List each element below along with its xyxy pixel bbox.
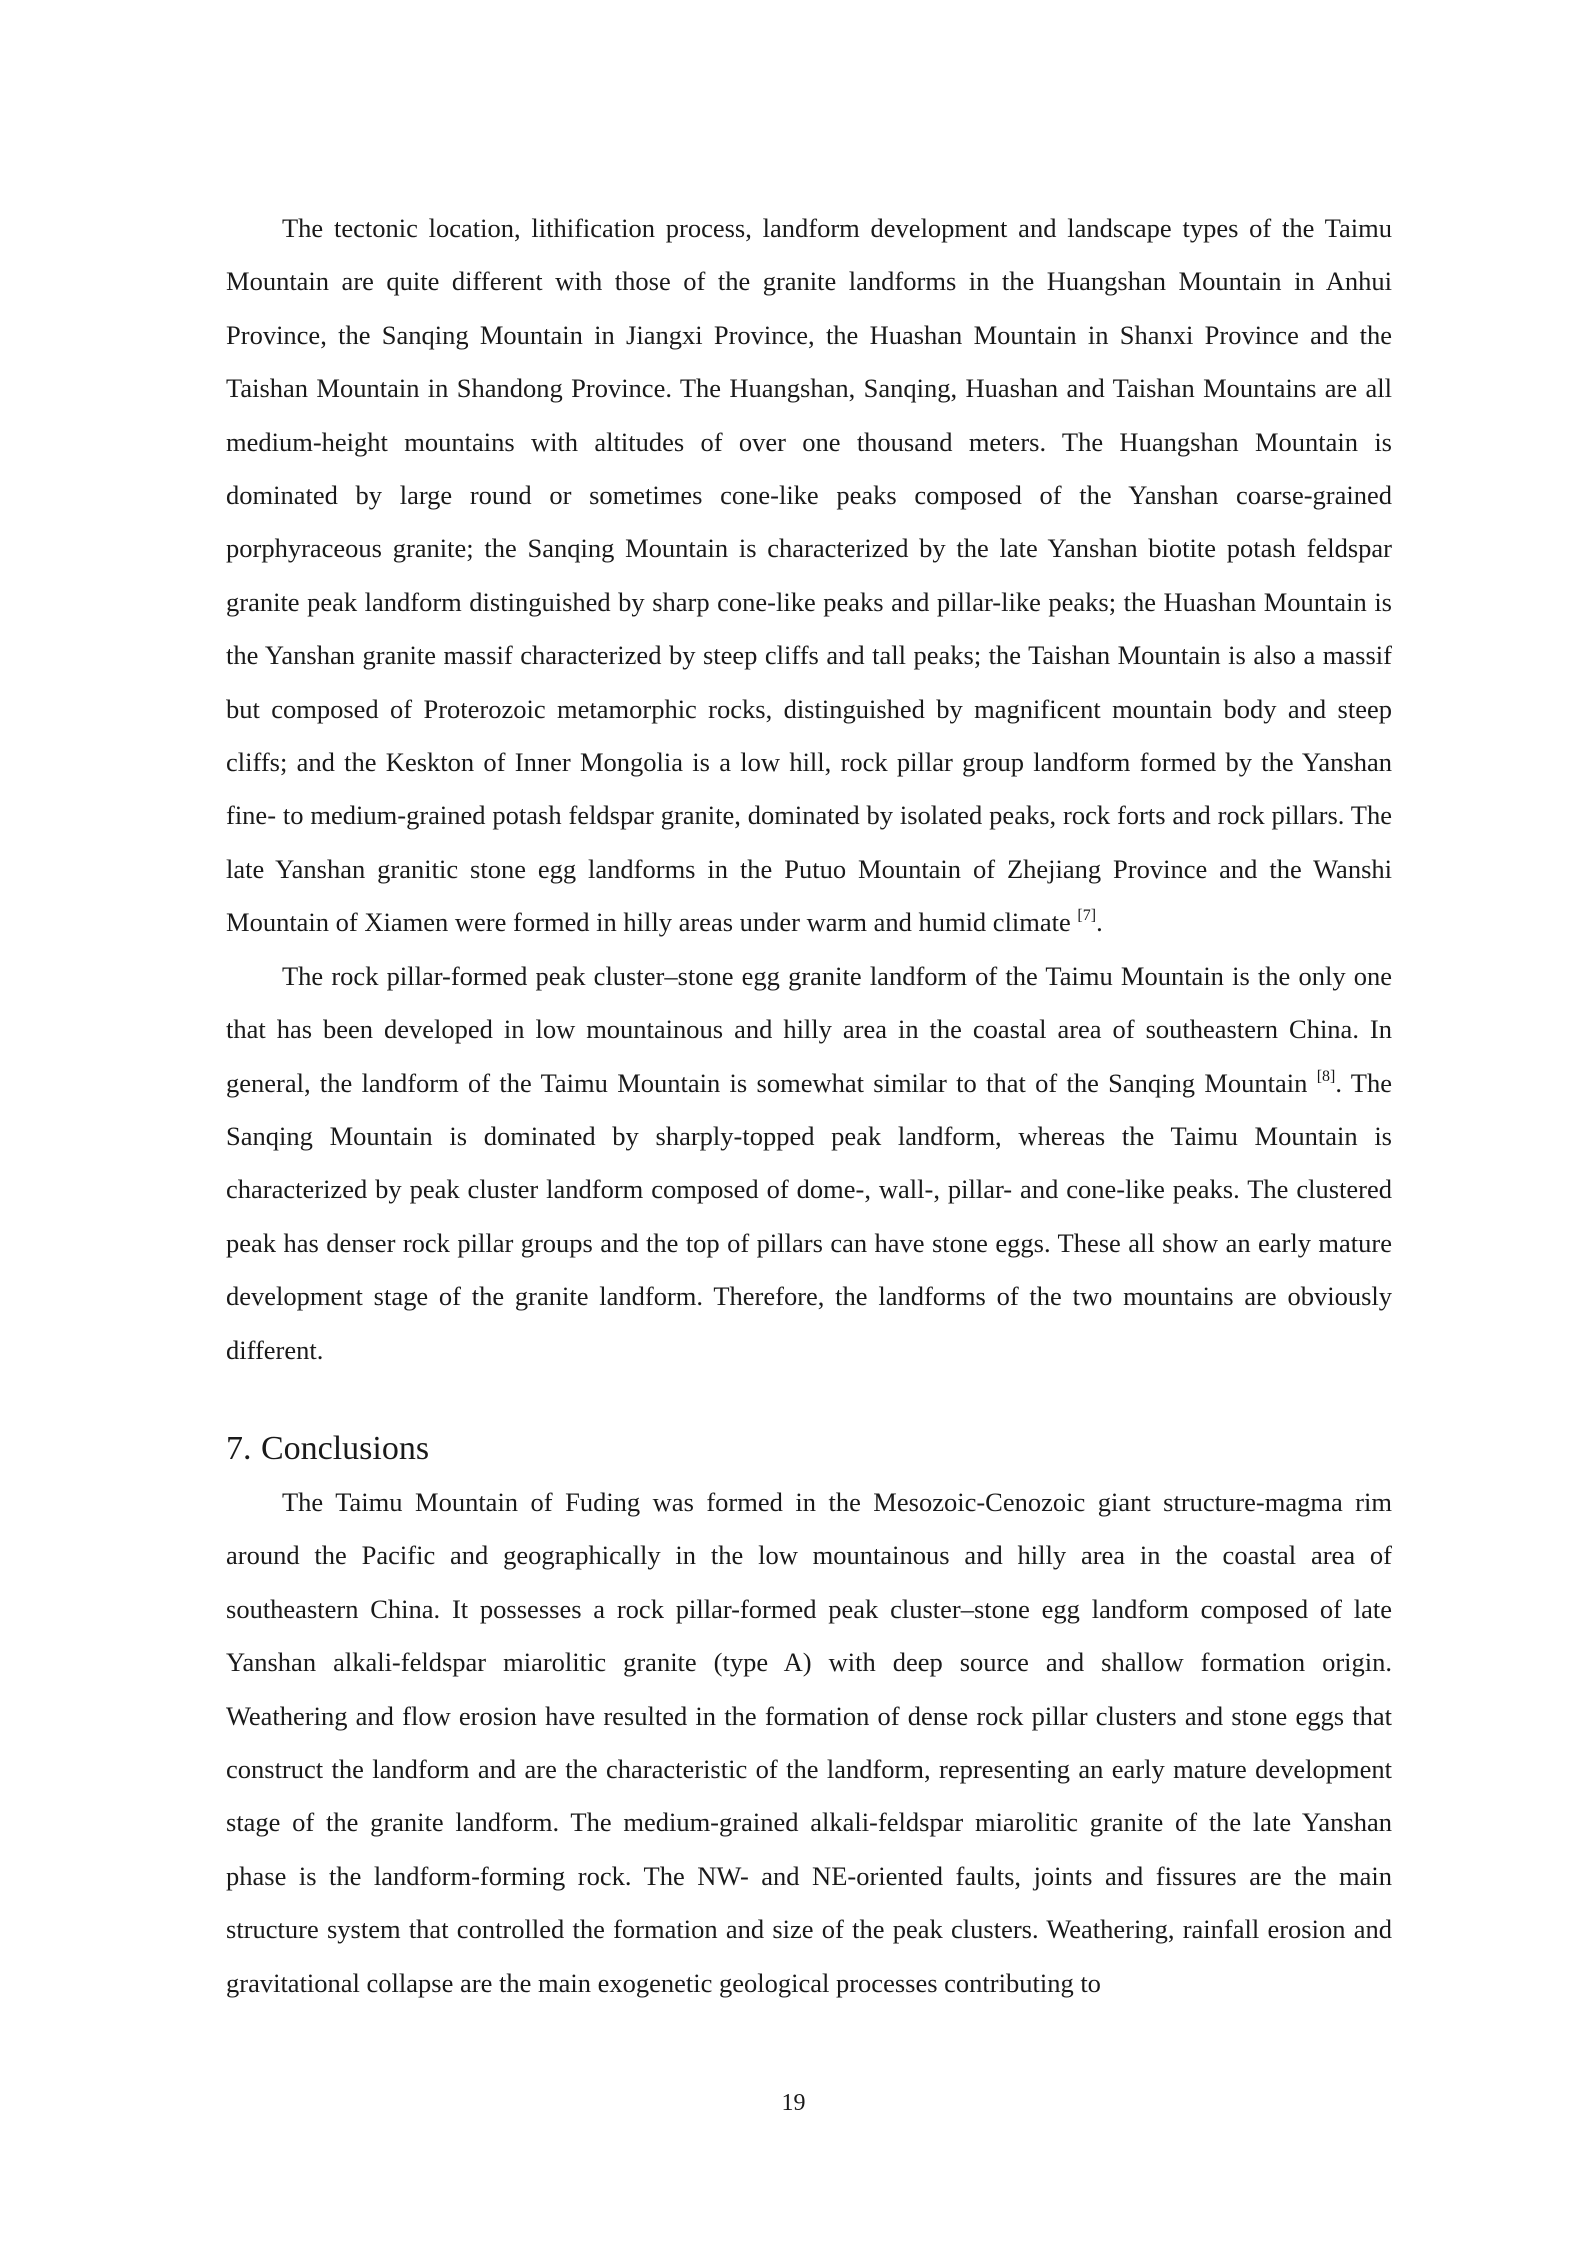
- page-number: 19: [781, 2090, 806, 2116]
- section-heading: [226, 1421, 1392, 1476]
- paragraph-tail: .: [1096, 907, 1103, 938]
- paragraph-landform-comparison: [226, 202, 1392, 950]
- citation-ref: [7]: [1077, 907, 1097, 925]
- paragraph-taimu-sanqing: [226, 950, 1392, 1377]
- paragraph-text: The rock pillar-formed peak cluster–stone egg granite landform of the Taimu Mountain is the only one that has been developed in low mountainous and hilly area in the coastal area of southeastern China. In general, the landform of the Taimu Mountain is somewhat similar to that of the Sanqing Mountain: [226, 960, 1392, 1098]
- citation-ref: [8]: [1316, 1067, 1336, 1085]
- paragraph-text: The tectonic location, lithification process, landform development and landscape types of the Taimu Mountain are quite different with those of the granite landforms in the Huangshan Mountain in Anhui Province, the Sanqing Mountain in Jiangxi Province, the Huashan Mountain in Shanxi Province and the Taishan Mountain in Shandong Province. The Huangshan, Sanqing, Huashan and Taishan Mountains are all medium-height mountains with altitudes of over one thousand meters. The Huangshan Mountain is dominated by large round or sometimes cone-like peaks composed of the Yanshan coarse-grained porphyraceous granite; the Sanqing Mountain is characterized by the late Yanshan biotite potash feldspar granite peak landform distinguished by sharp cone-like peaks and pillar-like peaks; the Huashan Mountain is the Yanshan granite massif characterized by steep cliffs and tall peaks; the Taishan Mountain is also a massif but composed of Proterozoic metamorphic rocks, distinguished by magnificent mountain body and steep cliffs; and the Keskton of Inner Mongolia is a low hill, rock pillar group landform formed by the Yanshan fine- to medium-grained potash feldspar granite, dominated by isolated peaks, rock forts and rock pillars. The late Yanshan granitic stone egg landforms in the Putuo Mountain of Zhejiang Province and the Wanshi Mountain of Xiamen were formed in hilly areas under warm and humid climate: [226, 213, 1392, 938]
- paragraph-conclusions: The Taimu Mountain of Fuding was formed in the Mesozoic-Cenozoic giant structure-magma rim around the Pacific and geographically in the low mountainous and hilly area in the coastal area of southeastern China. It possesses a rock pillar-formed peak cluster–stone egg landform composed of late Yanshan alkali-feldspar miarolitic granite (type A) with deep source and shallow formation origin. Weathering and flow erosion have resulted in the formation of dense rock pillar clusters and stone eggs that construct the landform and are the characteristic of the landform, representing an early mature development stage of the granite landform. The medium-grained alkali-feldspar miarolitic granite of the late Yanshan phase is the landform-forming rock. The NW- and NE-oriented faults, joints and fissures are the main structure system that controlled the formation and size of the peak clusters. Weathering, rainfall erosion and gravitational collapse are the main exogenetic geological processes contributing to: [226, 1486, 1392, 1998]
- section-number: 7.: [226, 1429, 252, 1467]
- paragraph-text-continued: . The Sanqing Mountain is dominated by sharply-topped peak landform, whereas the Taimu Mountain is characterized by peak cluster landform composed of dome-, wall-, pillar- and cone-like peaks. The clustered peak has denser rock pillar groups and the top of pillars can have stone eggs. These all show an early mature development stage of the granite landform. Therefore, the landforms of the two mountains are obviously different.: [226, 1067, 1392, 1365]
- section-title: Conclusions: [260, 1429, 430, 1467]
- body-text: [226, 202, 1392, 2010]
